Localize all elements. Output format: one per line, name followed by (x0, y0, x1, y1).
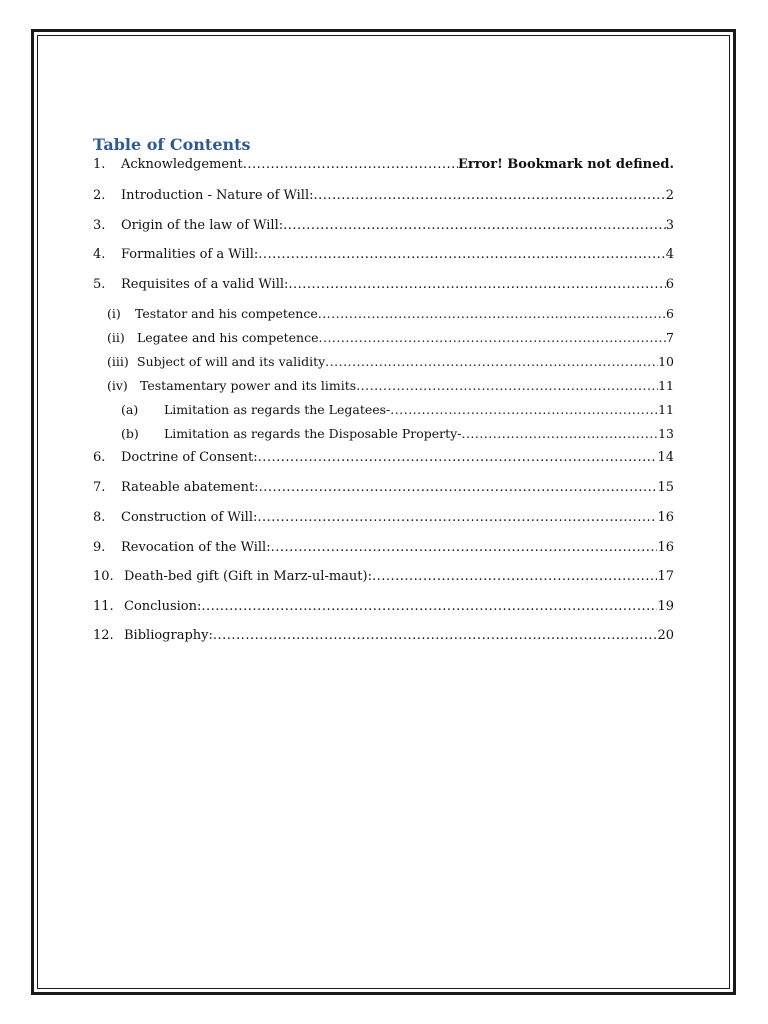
toc-leader-dots (258, 246, 665, 264)
toc-entry-label: Construction of Will: (121, 510, 258, 525)
toc-entry-page: 11 (658, 402, 674, 417)
toc-entry-label: Formalities of a Will: (121, 247, 259, 262)
table-of-contents (93, 134, 674, 643)
toc-leader-dots (271, 539, 658, 557)
toc-entry-label: Bibliography: (124, 628, 213, 643)
toc-entry-rateable-abatement[interactable] (93, 479, 674, 497)
toc-entry-page: 16 (657, 510, 674, 525)
toc-entry-limitation-legatees[interactable] (121, 401, 674, 419)
toc-entry-bibliography[interactable] (93, 627, 674, 645)
toc-entry-label: Limitation as regards the Disposable Property- (164, 426, 462, 441)
toc-entry-page: 4 (665, 247, 674, 262)
toc-leader-dots (325, 353, 658, 371)
toc-entry-number: (iii) (107, 354, 129, 369)
toc-entry-legatee[interactable] (107, 329, 674, 347)
toc-entry-label: Testator and his competence (135, 306, 318, 321)
toc-leader-dots (314, 187, 666, 205)
toc-entry-number: 2. (93, 188, 106, 203)
toc-entry-label: Subject of will and its validity (137, 354, 326, 369)
toc-entry-number: 9. (93, 540, 106, 555)
toc-entry-conclusion[interactable] (93, 598, 674, 616)
toc-entry-introduction[interactable] (93, 187, 674, 205)
toc-entry-number: 7. (93, 480, 106, 495)
toc-leader-dots (258, 449, 658, 467)
toc-leader-dots (372, 568, 657, 586)
toc-leader-dots (259, 479, 658, 497)
toc-entry-page: 6 (666, 306, 674, 321)
toc-leader-dots (288, 276, 665, 294)
toc-entry-number: (iv) (107, 378, 128, 393)
toc-entry-label: Introduction - Nature of Will: (121, 188, 314, 203)
toc-entry-label: Rateable abatement: (121, 480, 259, 495)
toc-entry-label: Conclusion: (124, 599, 202, 614)
toc-entry-origin[interactable] (93, 217, 674, 235)
toc-entry-construction[interactable] (93, 509, 674, 527)
toc-entry-label: Testamentary power and its limits (140, 378, 357, 393)
toc-entry-number: 11. (93, 599, 114, 614)
toc-leader-dots (318, 305, 666, 323)
toc-entry-label: Limitation as regards the Legatees- (164, 402, 391, 417)
toc-leader-dots (257, 509, 657, 527)
toc-entry-formalities[interactable] (93, 246, 674, 264)
toc-entry-number: (a) (121, 402, 139, 417)
toc-entry-label: Requisites of a valid Will: (121, 277, 289, 292)
toc-entry-page: 15 (657, 480, 674, 495)
toc-entry-page: 17 (657, 569, 674, 584)
toc-entry-number: 12. (93, 628, 114, 643)
toc-entry-requisites[interactable] (93, 276, 674, 294)
toc-entry-number: 5. (93, 277, 106, 292)
toc-entry-subject-of-will[interactable] (107, 353, 674, 371)
toc-entry-label: Origin of the law of Will: (121, 218, 284, 233)
toc-entry-label: Acknowledgement (121, 157, 243, 172)
toc-entry-acknowledgement[interactable] (93, 156, 674, 174)
toc-entry-number: (b) (121, 426, 139, 441)
toc-entry-page: Error! Bookmark not defined. (457, 157, 674, 172)
toc-leader-dots (201, 598, 657, 616)
toc-entry-number: 10. (93, 569, 114, 584)
toc-entry-page: 20 (657, 628, 674, 643)
toc-entry-revocation[interactable] (93, 539, 674, 557)
toc-entry-number: 3. (93, 218, 106, 233)
toc-leader-dots (243, 156, 458, 174)
toc-entry-death-bed-gift[interactable] (93, 568, 674, 586)
toc-entry-page: 2 (665, 188, 674, 203)
toc-leader-dots (213, 627, 658, 645)
toc-entry-testamentary-power[interactable] (107, 377, 674, 395)
toc-leader-dots (356, 377, 658, 395)
toc-entry-page: 14 (657, 450, 674, 465)
toc-entry-page: 11 (658, 378, 674, 393)
toc-entry-number: 6. (93, 450, 106, 465)
toc-entry-page: 10 (658, 354, 674, 369)
toc-entry-number: 8. (93, 510, 106, 525)
toc-entry-label: Legatee and his competence (137, 330, 319, 345)
toc-entry-label: Revocation of the Will: (121, 540, 271, 555)
toc-entry-page: 16 (657, 540, 674, 555)
toc-entry-number: (ii) (107, 330, 125, 345)
toc-leader-dots (461, 425, 658, 443)
toc-leader-dots (319, 329, 667, 347)
toc-entry-limitation-property[interactable] (121, 425, 674, 443)
toc-title: Table of Contents (93, 135, 251, 154)
toc-entry-label: Doctrine of Consent: (121, 450, 258, 465)
toc-leader-dots (390, 401, 658, 419)
toc-entry-page: 6 (665, 277, 674, 292)
toc-entry-number: (i) (107, 306, 121, 321)
toc-entry-doctrine-of-consent[interactable] (93, 449, 674, 467)
toc-entry-page: 13 (658, 426, 674, 441)
toc-entry-number: 4. (93, 247, 106, 262)
toc-entry-page: 3 (665, 218, 674, 233)
toc-entry-testator[interactable] (107, 305, 674, 323)
toc-entry-page: 19 (657, 599, 674, 614)
toc-entry-number: 1. (93, 157, 106, 172)
toc-entry-page: 7 (666, 330, 674, 345)
toc-leader-dots (283, 217, 666, 235)
toc-entry-label: Death-bed gift (Gift in Marz-ul-maut): (124, 569, 372, 584)
